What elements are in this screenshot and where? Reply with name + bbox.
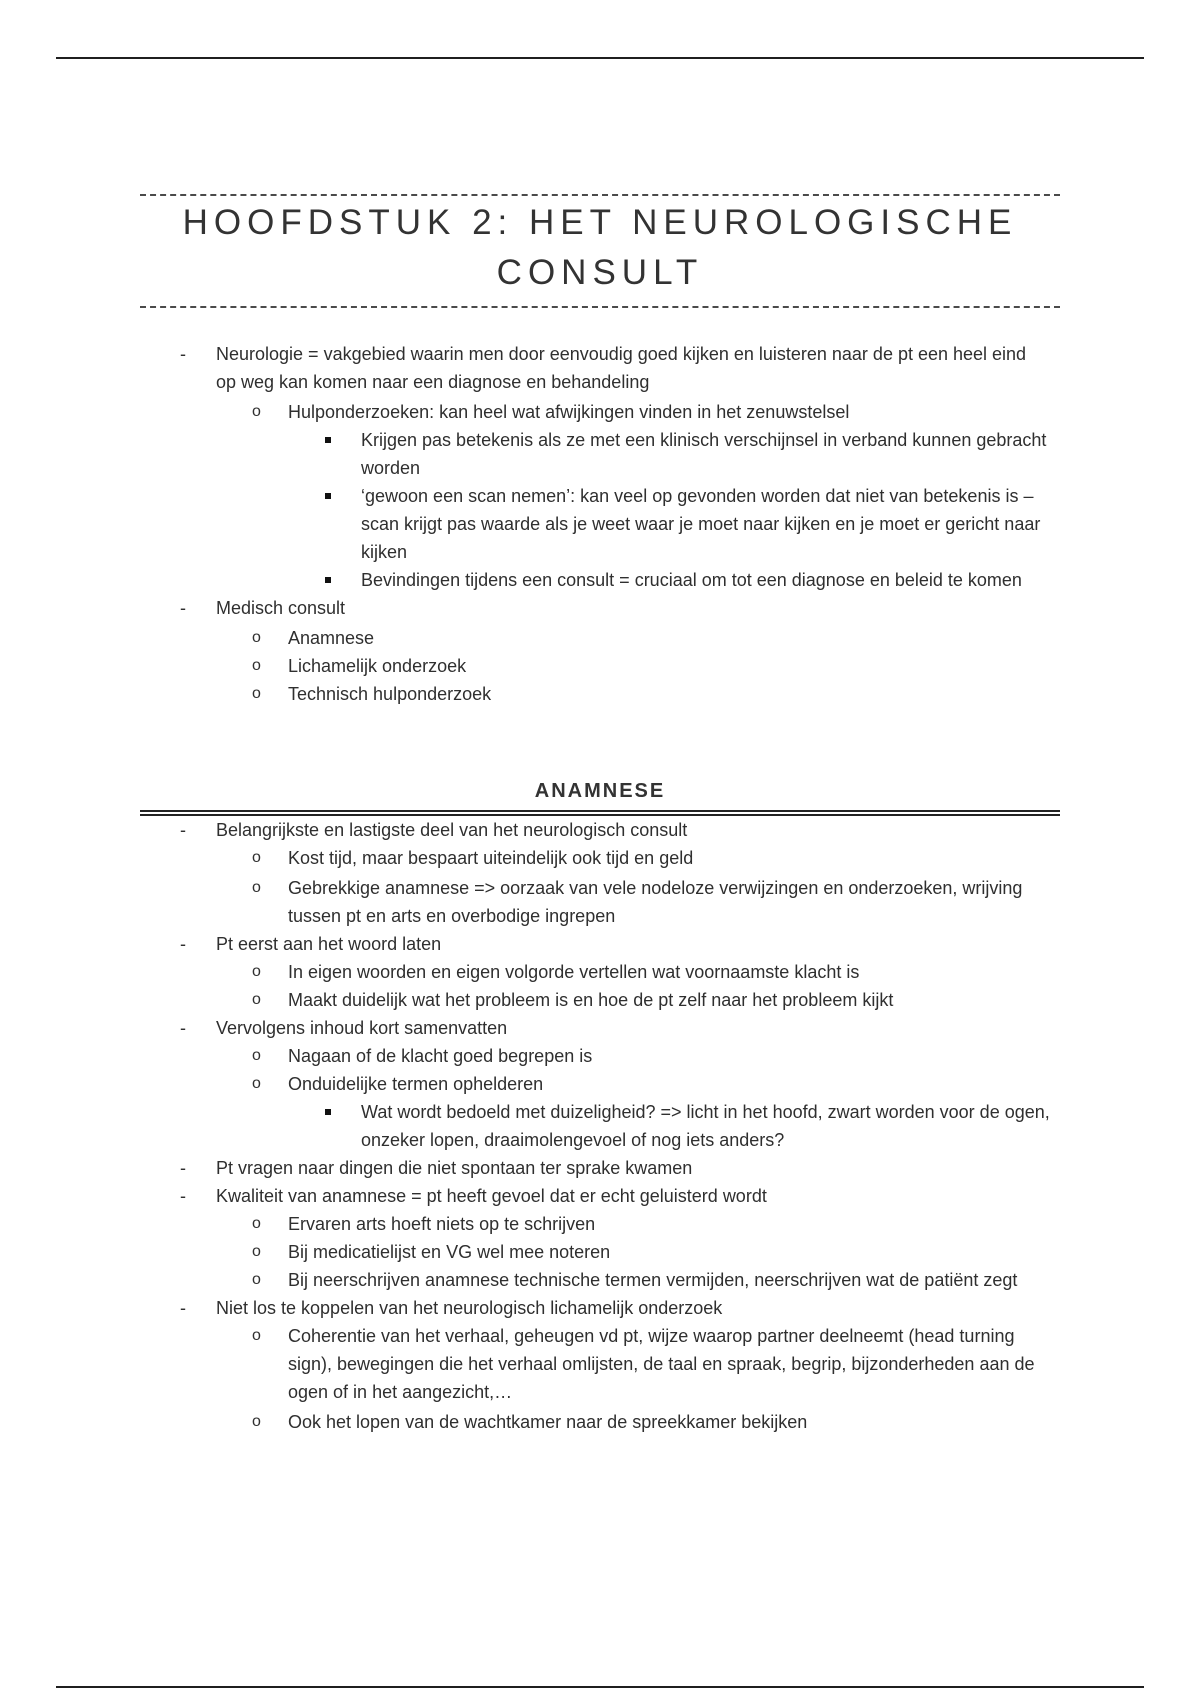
- list-item: o Kost tijd, maar bespaart uiteindelijk ook tijd en geld: [0, 844, 1048, 872]
- circle-bullet: o: [252, 1215, 261, 1232]
- square-bullet-icon: [325, 566, 331, 594]
- list-item: - Belangrijkste en lastigste deel van het neurologisch consult: [0, 816, 1046, 844]
- list-item: Wat wordt bedoeld met duizeligheid? => licht in het hoofd, zwart worden voor de ogen, onzeker lopen, draaimolengevoel of nog iets anders?: [0, 1098, 1058, 1154]
- list-item: o Gebrekkige anamnese => oorzaak van vele nodeloze verwijzingen en onderzoeken, wrijving tussen pt en arts en overbodige ingrepen: [0, 874, 1048, 930]
- list-item: o Ervaren arts hoeft niets op te schrijven: [0, 1210, 1048, 1238]
- dash-bullet: -: [180, 934, 186, 954]
- list-item: - Kwaliteit van anamnese = pt heeft gevoel dat er echt geluisterd wordt: [0, 1182, 1046, 1210]
- list-item: o Maakt duidelijk wat het probleem is en hoe de pt zelf naar het probleem kijkt: [0, 986, 1048, 1014]
- title-dashed-rule-top: [140, 194, 1060, 196]
- list-item: o Coherentie van het verhaal, geheugen vd pt, wijze waarop partner deelneemt (head turning sign), bewegingen die het verhaal omlijsten, de taal en spraak, begrip, bijzonderheden aan de ogen of in het aangezicht,…: [0, 1322, 1048, 1406]
- circle-bullet: o: [252, 1413, 261, 1430]
- page-top-rule: [56, 57, 1144, 59]
- list-item: - Medisch consult: [0, 594, 1046, 622]
- dash-bullet: -: [180, 1186, 186, 1206]
- list-item: Krijgen pas betekenis als ze met een klinisch verschijnsel in verband kunnen gebracht worden: [0, 426, 1058, 482]
- circle-bullet: o: [252, 685, 261, 702]
- anamnese-list: [0, 816, 1200, 1436]
- list-item: - Niet los te koppelen van het neurologisch lichamelijk onderzoek: [0, 1294, 1046, 1322]
- chapter-title: HOOFDSTUK 2: HET NEUROLOGISCHE CONSULT: [182, 203, 1018, 292]
- circle-bullet: o: [252, 403, 261, 420]
- list-item: - Neurologie = vakgebied waarin men door eenvoudig goed kijken en luisteren naar de pt een heel eind op weg kan komen naar een diagnose en behandeling: [0, 340, 1046, 396]
- list-item: o In eigen woorden en eigen volgorde vertellen wat voornaamste klacht is: [0, 958, 1048, 986]
- dash-bullet: -: [180, 1158, 186, 1178]
- circle-bullet: o: [252, 657, 261, 674]
- list-item: - Vervolgens inhoud kort samenvatten: [0, 1014, 1046, 1042]
- dash-bullet: -: [180, 598, 186, 618]
- dash-bullet: -: [180, 1018, 186, 1038]
- dash-bullet: -: [180, 344, 186, 364]
- list-item: o Hulponderzoeken: kan heel wat afwijkingen vinden in het zenuwstelsel: [0, 398, 1048, 426]
- dash-bullet: -: [180, 820, 186, 840]
- circle-bullet: o: [252, 849, 261, 866]
- list-item: o Bij neerschrijven anamnese technische termen vermijden, neerschrijven wat de patiënt zegt: [0, 1266, 1048, 1294]
- list-item: o Technisch hulponderzoek: [0, 680, 1048, 708]
- list-item: ‘gewoon een scan nemen’: kan veel op gevonden worden dat niet van betekenis is – scan krijgt pas waarde als je weet waar je moet naar kijken en je moet er gericht naar kijken: [0, 482, 1058, 566]
- circle-bullet: o: [252, 1271, 261, 1288]
- list-item: o Anamnese: [0, 624, 1048, 652]
- circle-bullet: o: [252, 879, 261, 896]
- list-item: o Lichamelijk onderzoek: [0, 652, 1048, 680]
- circle-bullet: o: [252, 963, 261, 980]
- list-item: - Pt eerst aan het woord laten: [0, 930, 1046, 958]
- circle-bullet: o: [252, 1075, 261, 1092]
- title-dashed-rule-bottom: [140, 306, 1060, 308]
- dash-bullet: -: [180, 1298, 186, 1318]
- list-item: Bevindingen tijdens een consult = cruciaal om tot een diagnose en beleid te komen: [0, 566, 1058, 594]
- circle-bullet: o: [252, 991, 261, 1008]
- circle-bullet: o: [252, 629, 261, 646]
- square-bullet-icon: [325, 426, 331, 454]
- circle-bullet: o: [252, 1047, 261, 1064]
- circle-bullet: o: [252, 1327, 261, 1344]
- list-item: o Nagaan of de klacht goed begrepen is: [0, 1042, 1048, 1070]
- list-item: o Ook het lopen van de wachtkamer naar de spreekkamer bekijken: [0, 1408, 1048, 1436]
- square-bullet-icon: [325, 482, 331, 510]
- list-item: o Bij medicatielijst en VG wel mee noteren: [0, 1238, 1048, 1266]
- intro-list: [0, 340, 1200, 708]
- section-heading-anamnese: ANAMNESE: [534, 780, 666, 802]
- page-bottom-rule: [56, 1686, 1144, 1688]
- square-bullet-icon: [325, 1098, 331, 1126]
- list-item: - Pt vragen naar dingen die niet spontaan ter sprake kwamen: [0, 1154, 1046, 1182]
- circle-bullet: o: [252, 1243, 261, 1260]
- list-item: o Onduidelijke termen ophelderen: [0, 1070, 1048, 1098]
